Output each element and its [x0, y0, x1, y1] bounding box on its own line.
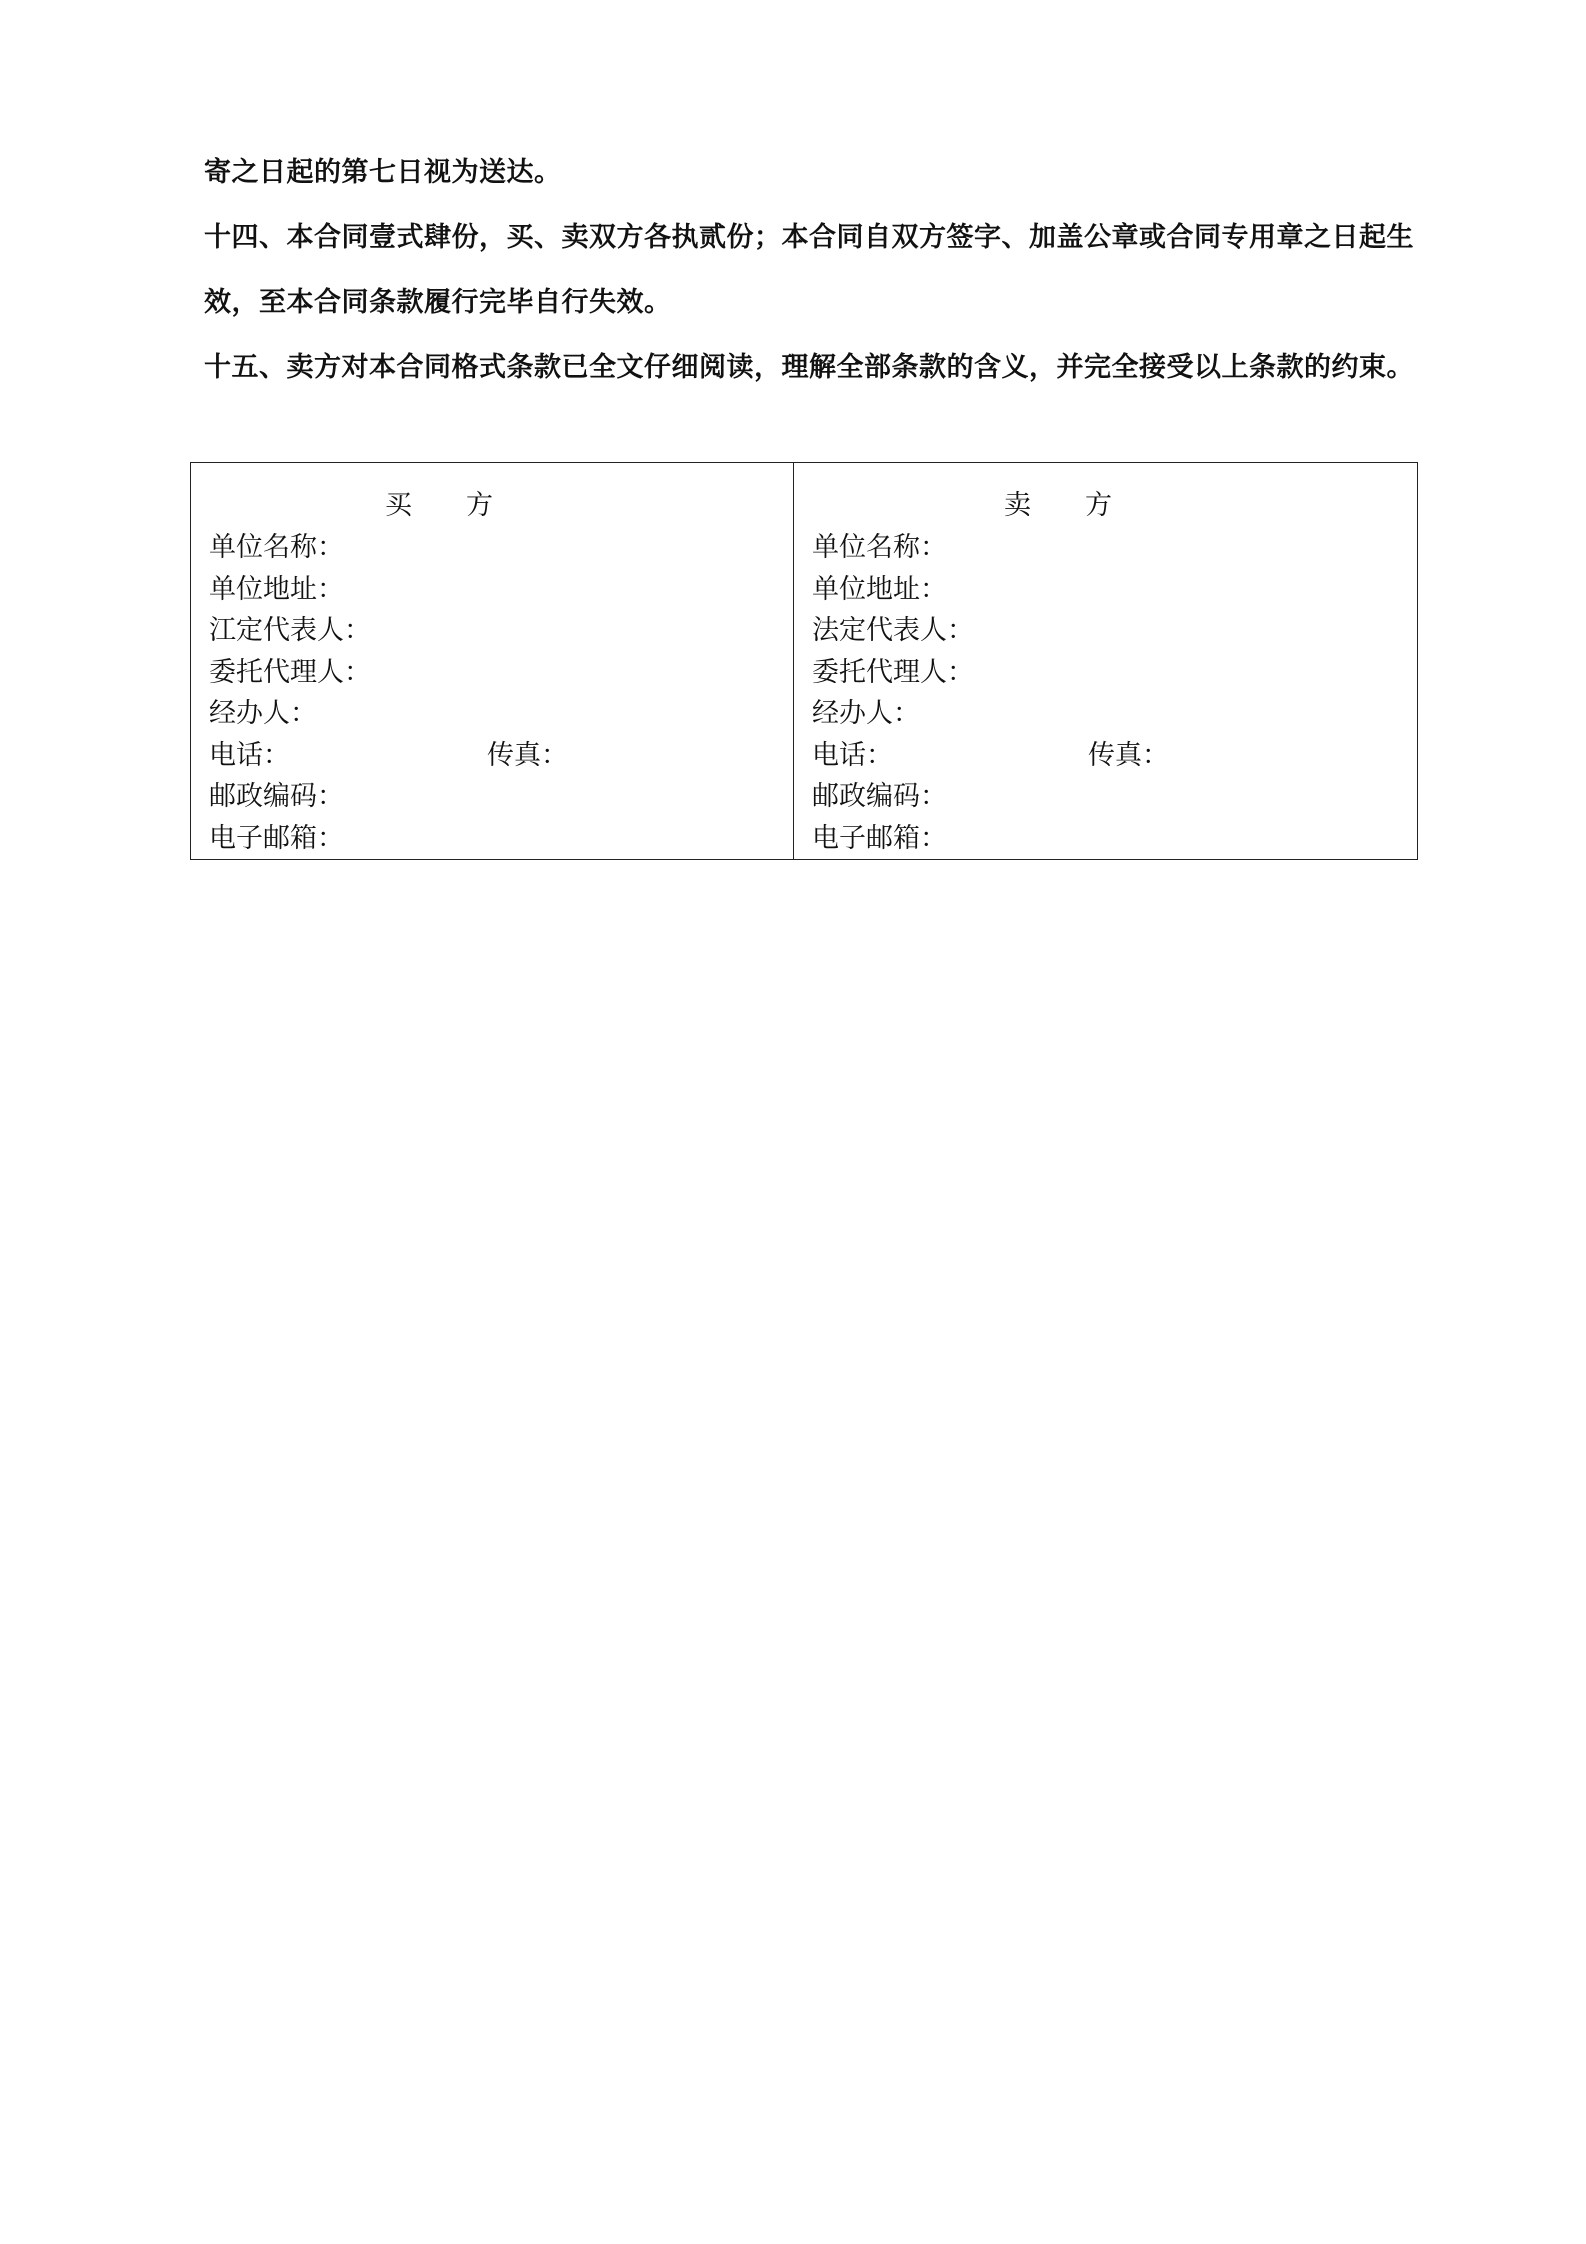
buyer-postal-code-label: 邮政编码：	[209, 781, 344, 812]
buyer-legal-rep-label: 江定代表人：	[209, 615, 371, 646]
seller-email-label: 电子邮箱：	[812, 822, 947, 854]
contract-clauses	[204, 140, 1504, 400]
clause-14-line-2: 效，至本合同条款履行完毕自行失效。	[204, 287, 672, 318]
buyer-phone-fax-row	[209, 735, 793, 777]
signature-table	[190, 462, 1418, 860]
seller-company-name-label: 单位名称：	[812, 532, 947, 563]
seller-legal-rep-label: 法定代表人：	[812, 615, 974, 646]
seller-postal-code-label: 邮政编码：	[812, 781, 947, 812]
seller-phone-label: 电话：	[812, 739, 893, 771]
buyer-heading: 买 方	[385, 490, 493, 521]
buyer-email-label: 电子邮箱：	[209, 822, 344, 854]
clause-15: 十五、卖方对本合同格式条款已全文仔细阅读，理解全部条款的含义，并完全接受以上条款的约束。	[204, 352, 1414, 383]
clause-14-line-1: 十四、本合同壹式肆份，买、卖双方各执贰份；本合同自双方签字、加盖公章或合同专用章之日起生	[204, 222, 1414, 253]
seller-agent-label: 委托代理人：	[812, 656, 974, 688]
seller-fax-label: 传真：	[1088, 739, 1169, 771]
seller-heading: 卖 方	[1004, 490, 1112, 521]
buyer-column	[191, 463, 794, 859]
buyer-phone-label: 电话：	[209, 739, 290, 771]
buyer-fax-label: 传真：	[487, 739, 568, 771]
buyer-handler-label: 经办人：	[209, 698, 317, 729]
clause-line-delivery: 寄之日起的第七日视为送达。	[204, 157, 562, 188]
seller-phone-fax-row	[812, 735, 1417, 777]
buyer-company-address-label: 单位地址：	[209, 573, 344, 605]
seller-company-address-label: 单位地址：	[812, 573, 947, 605]
buyer-agent-label: 委托代理人：	[209, 656, 371, 688]
seller-column	[794, 463, 1417, 859]
seller-handler-label: 经办人：	[812, 698, 920, 729]
buyer-company-name-label: 单位名称：	[209, 532, 344, 563]
